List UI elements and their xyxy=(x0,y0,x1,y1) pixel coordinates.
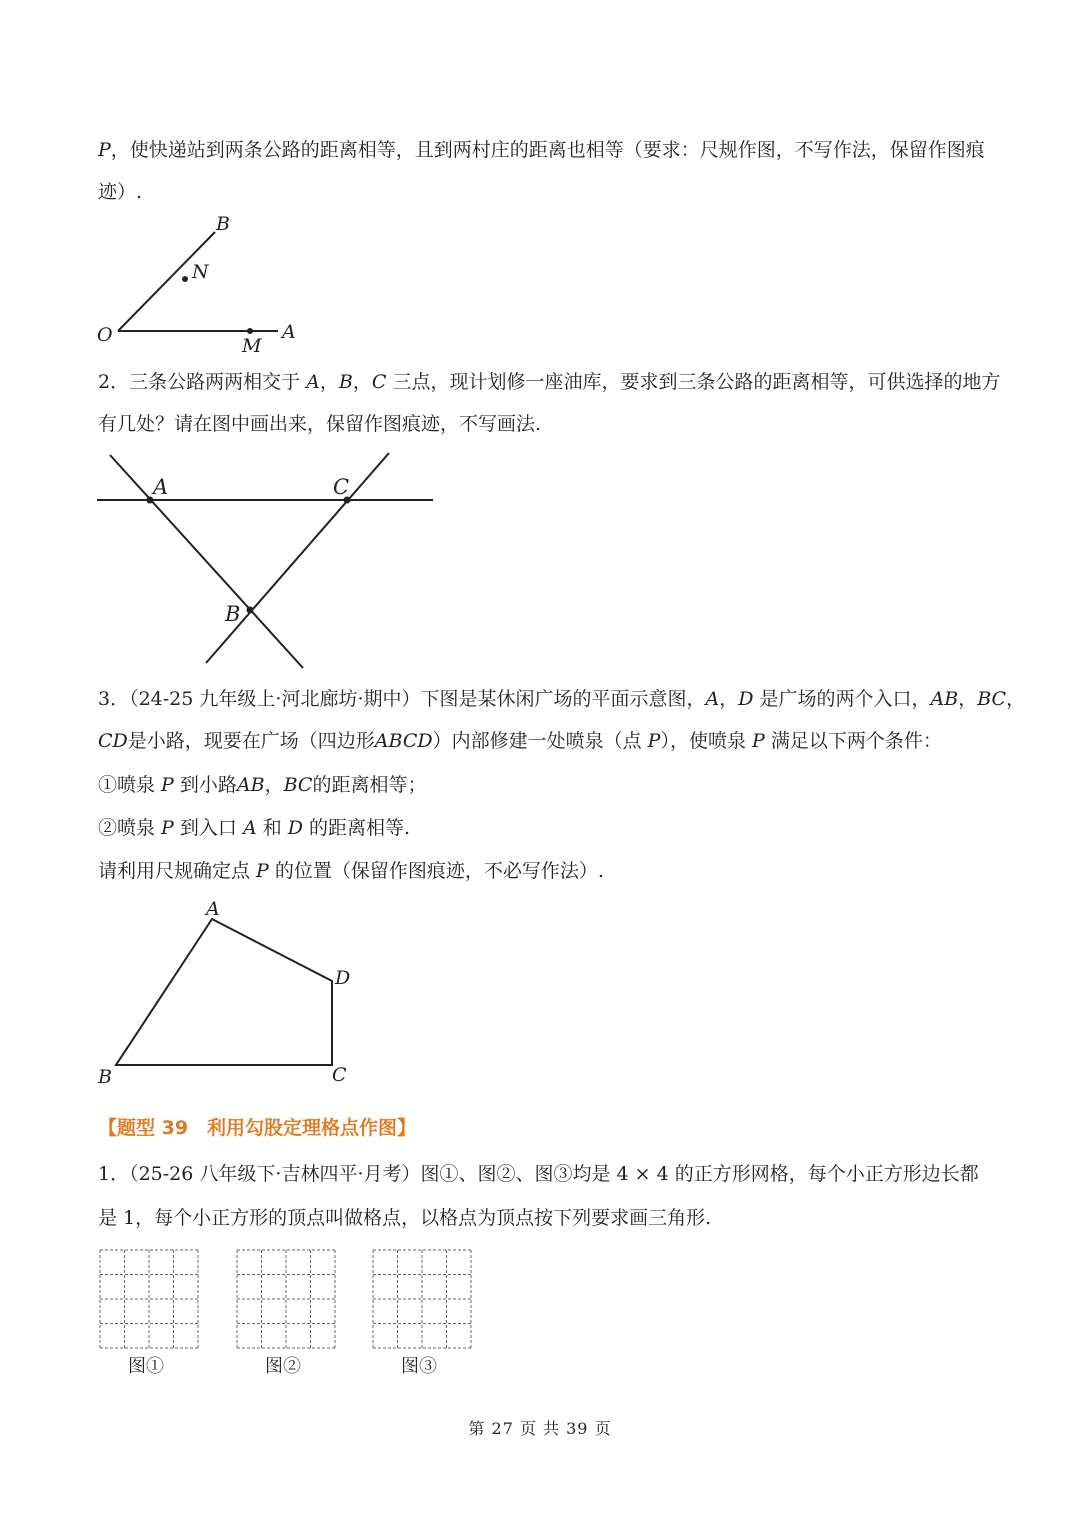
point-b xyxy=(247,607,254,614)
var: P xyxy=(161,774,174,796)
var: BC xyxy=(283,774,313,796)
label-c: C xyxy=(333,475,350,499)
road-ab xyxy=(110,455,303,668)
grid-figure-2 xyxy=(237,1250,335,1348)
var-p: P xyxy=(98,139,111,161)
text: 是广场的两个入口， xyxy=(753,688,931,710)
grid-question-line-1 xyxy=(98,1162,979,1186)
grid-figure-1 xyxy=(100,1250,198,1348)
label-a: A xyxy=(153,475,169,499)
text: 的位置（保留作图痕迹，不必写作法）. xyxy=(268,860,604,882)
text: 的距离相等； xyxy=(312,774,427,796)
text: 3．（24-25 九年级上·河北廊坊·期中）下图是某休闲广场的平面示意图， xyxy=(98,688,706,710)
text: 迹）. xyxy=(98,181,143,203)
text: 是小路，现要在广场（四边形 xyxy=(127,730,375,752)
var: A xyxy=(242,817,257,839)
label-n: N xyxy=(192,261,209,283)
point-n xyxy=(182,276,188,282)
text: 1．（25-26 八年级下·吉林四平·月考）图①、图②、图③均是 4 × 4 的正方形网格，每个小正方形边长都 xyxy=(98,1163,979,1185)
var: BC xyxy=(977,688,1007,710)
label-b: B xyxy=(98,1066,112,1088)
text: 的距离相等. xyxy=(303,817,411,839)
label-o: O xyxy=(97,324,113,346)
road-cb xyxy=(206,453,389,663)
text: ①喷泉 xyxy=(98,774,162,796)
var: A xyxy=(705,688,720,710)
text: 三点，现计划修一座油库，要求到三条公路的距离相等，可供选择的地方 xyxy=(386,371,1001,393)
label-d: D xyxy=(335,967,351,989)
var: AB xyxy=(236,774,265,796)
text: ， xyxy=(1006,688,1026,710)
grid-caption-3: 图③ xyxy=(401,1356,437,1377)
text: ， xyxy=(319,371,339,393)
text: ，使快递站到两条公路的距离相等，且到两村庄的距离也相等（要求：尺规作图，不写作法，保留作图痕 xyxy=(110,139,985,161)
var: D xyxy=(287,817,303,839)
text: ， xyxy=(958,688,978,710)
q3-condition-1 xyxy=(98,773,426,797)
label-b: B xyxy=(216,213,230,235)
label-a: A xyxy=(206,898,220,920)
var: ABCD xyxy=(374,730,433,752)
var: CD xyxy=(98,730,128,752)
text: 是 1，每个小正方形的顶点叫做格点，以格点为顶点按下列要求画三角形. xyxy=(98,1207,712,1229)
text: 满足以下两个条件： xyxy=(764,730,942,752)
label-m: M xyxy=(242,335,262,357)
q2-line-1 xyxy=(98,370,1000,394)
grid-caption-1: 图① xyxy=(128,1356,164,1377)
label-b: B xyxy=(225,602,241,626)
quad-abcd xyxy=(116,919,332,1065)
grid-caption-2: 图② xyxy=(265,1356,301,1377)
text: ， xyxy=(719,688,739,710)
text: ， xyxy=(352,371,372,393)
page-footer: 第 27 页 共 39 页 xyxy=(468,1419,612,1438)
label-c: C xyxy=(332,1064,347,1086)
var: AB xyxy=(930,688,959,710)
text: 到入口 xyxy=(173,817,243,839)
var: B xyxy=(338,371,353,393)
var: P xyxy=(256,860,269,882)
q3-line-5 xyxy=(98,859,604,883)
q3-line-2 xyxy=(98,729,942,753)
q2-line-2 xyxy=(98,412,541,436)
three-roads-figure xyxy=(95,450,440,670)
text: ）内部修建一处喷泉（点 xyxy=(432,730,648,752)
var: P xyxy=(647,730,661,752)
var: P xyxy=(161,817,174,839)
text: 和 xyxy=(256,817,288,839)
q3-condition-2 xyxy=(98,816,410,840)
prev-question-line-2 xyxy=(98,180,142,204)
text: 2．三条公路两两相交于 xyxy=(98,371,307,393)
quadrilateral-figure xyxy=(90,895,370,1095)
text: ， xyxy=(264,774,284,796)
point-m xyxy=(247,328,253,334)
text: ②喷泉 xyxy=(98,817,162,839)
text: 到小路 xyxy=(173,774,237,796)
prev-question-line-1 xyxy=(98,138,985,162)
q3-line-1 xyxy=(98,687,1025,711)
var: C xyxy=(371,371,387,393)
var: A xyxy=(306,371,320,393)
text: 请利用尺规确定点 xyxy=(98,860,257,882)
angle-figure xyxy=(90,205,320,355)
grid-figure-3 xyxy=(373,1250,471,1348)
section-heading: 【题型 39 利用勾股定理格点作图】 xyxy=(98,1117,417,1139)
var: D xyxy=(738,688,754,710)
text: ），使喷泉 xyxy=(660,730,752,752)
var: P xyxy=(752,730,765,752)
text: 有几处？请在图中画出来，保留作图痕迹，不写画法. xyxy=(98,413,542,435)
label-a: A xyxy=(282,321,296,343)
grid-question-line-2 xyxy=(98,1206,711,1230)
